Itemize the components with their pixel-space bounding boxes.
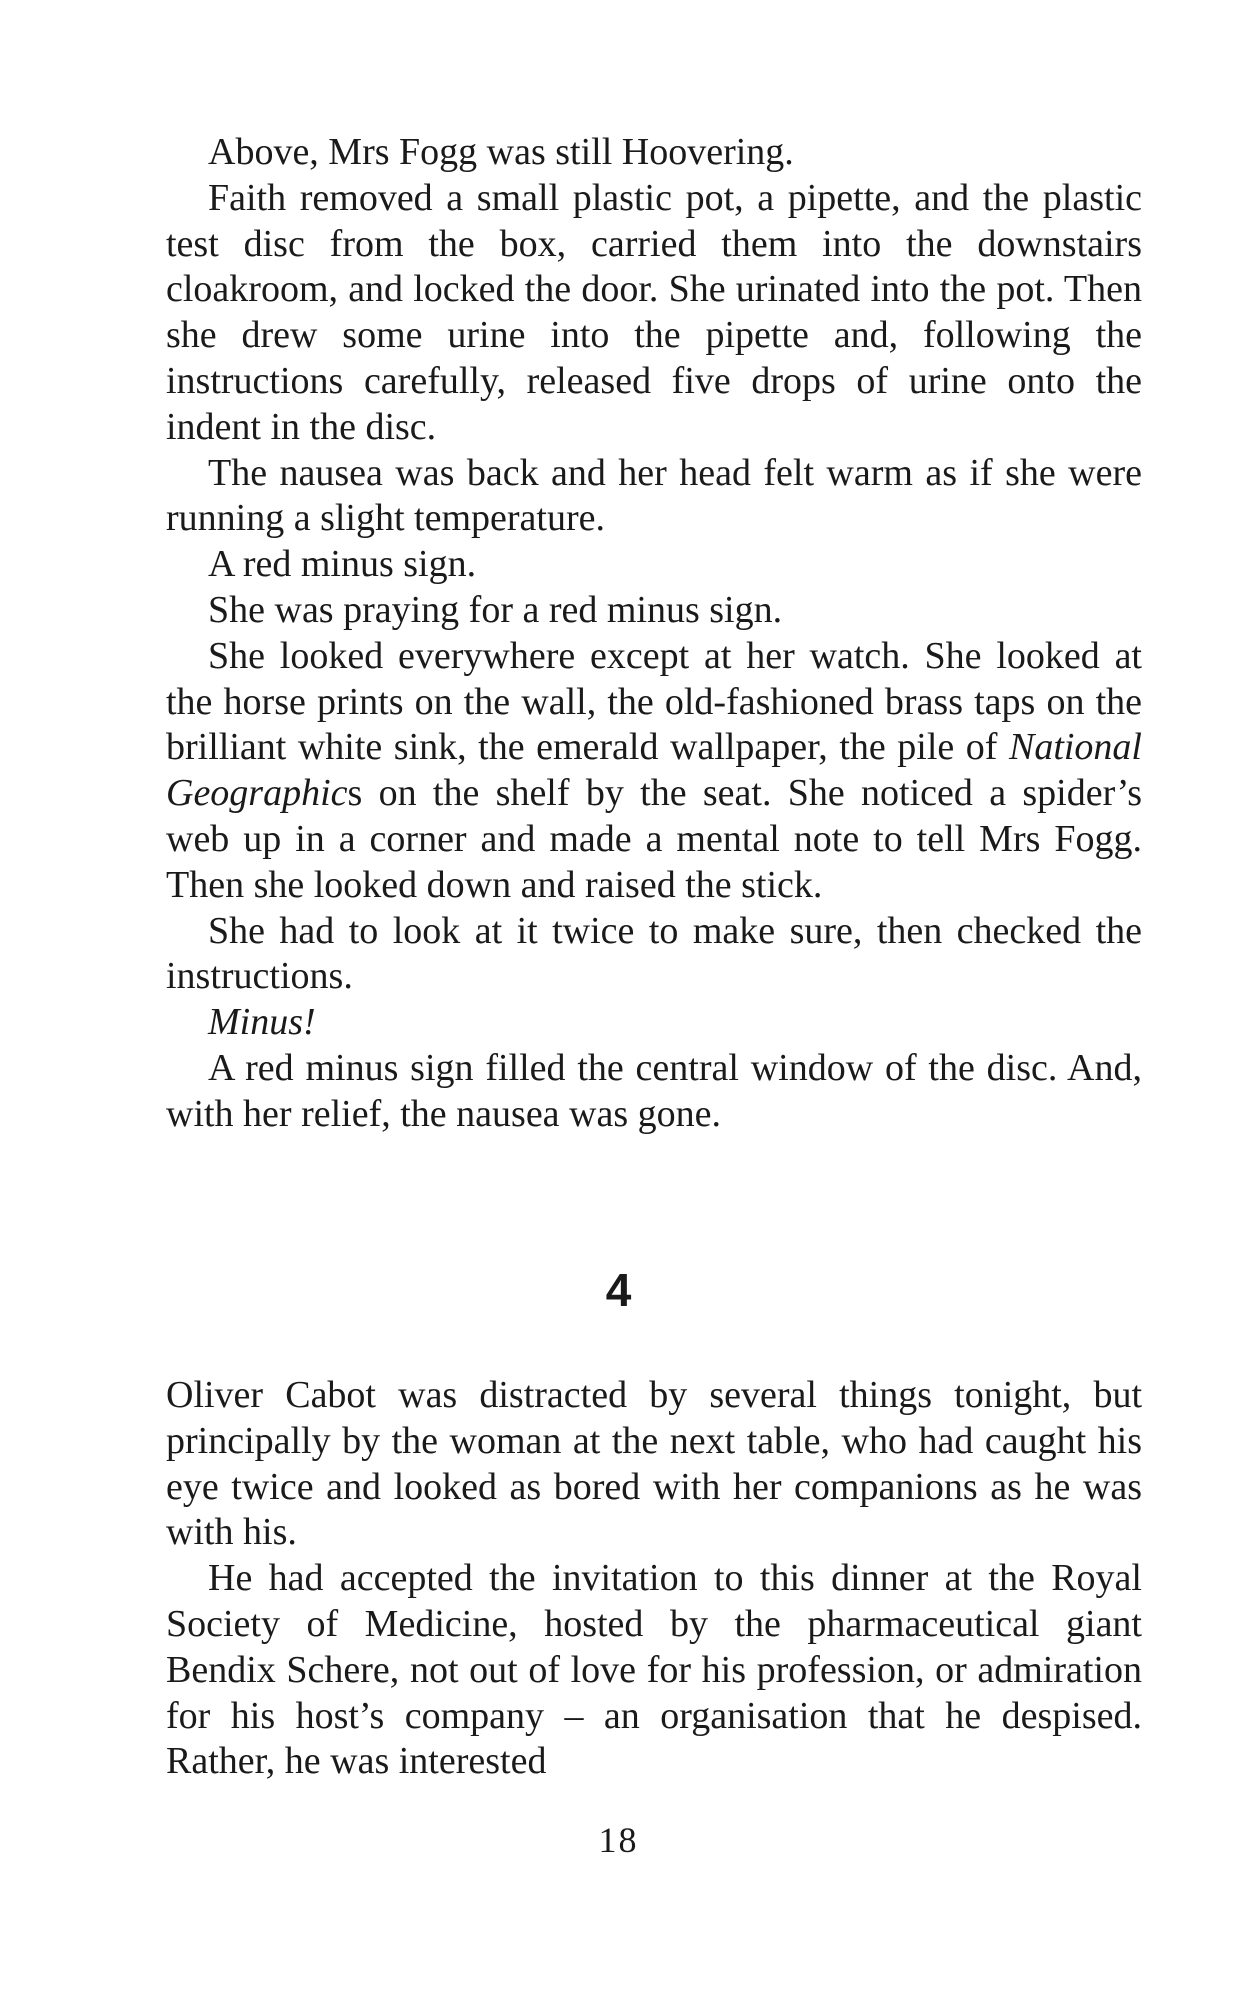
paragraph: Above, Mrs Fogg was still Hoovering. [208, 131, 794, 173]
paragraph: A red minus sign. [208, 543, 477, 586]
section-two-text [166, 1373, 1142, 1785]
chapter-number: 4 [605, 1264, 632, 1316]
paragraph: Oliver Cabot was distracted by several things tonight, but principally by the woman at the next table, who had caught his eye twice and looked as bored with her companions as he was with his. [166, 1374, 1142, 1554]
paragraph: She had to look at it twice to make sure, then checked the instructions. [166, 909, 1142, 998]
paragraph: A red minus sign filled the central window of the disc. And, with her relief, the nausea was gone. [166, 1046, 1142, 1135]
paragraph: She was praying for a red minus sign. [208, 588, 783, 631]
paragraph: The nausea was back and her head felt warm as if she were running a slight temperature. [166, 451, 1142, 540]
italic-exclamation: Minus! [208, 1001, 316, 1044]
italic-title: National Geographic [166, 726, 1142, 815]
paragraph: Faith removed a small plastic pot, a pipette, and the plastic test disc from the box, carried them into the downstairs cloakroom, and locked the door. She urinated into the pot. Then she drew some urine into the pipette and, following the instructions carefully, released five drops of urine onto the indent in the disc. [166, 176, 1142, 448]
paragraph-text: s on the shelf by the seat. She noticed a spider’s web up in a corner and made a mental note to tell Mrs Fogg. Then she looked down and raised the stick. [166, 772, 1142, 906]
paragraph-watch [166, 634, 1142, 909]
section-one-text [166, 130, 1142, 1138]
paragraph: He had accepted the invitation to this dinner at the Royal Society of Medicine, hosted by the pharmaceutical giant Bendix Schere, not out of love for his profession, or admiration for his host’s company – an organisation that he despised. Rather, he was interested [166, 1557, 1142, 1783]
paragraph-text: She looked everywhere except at her watch. She looked at the horse prints on the wall, the old-fashioned brass taps on the brilliant white sink, the emerald wallpaper, the pile of [166, 634, 1142, 769]
page-number: 18 [598, 1820, 639, 1860]
paragraph-minus [166, 1000, 1142, 1046]
